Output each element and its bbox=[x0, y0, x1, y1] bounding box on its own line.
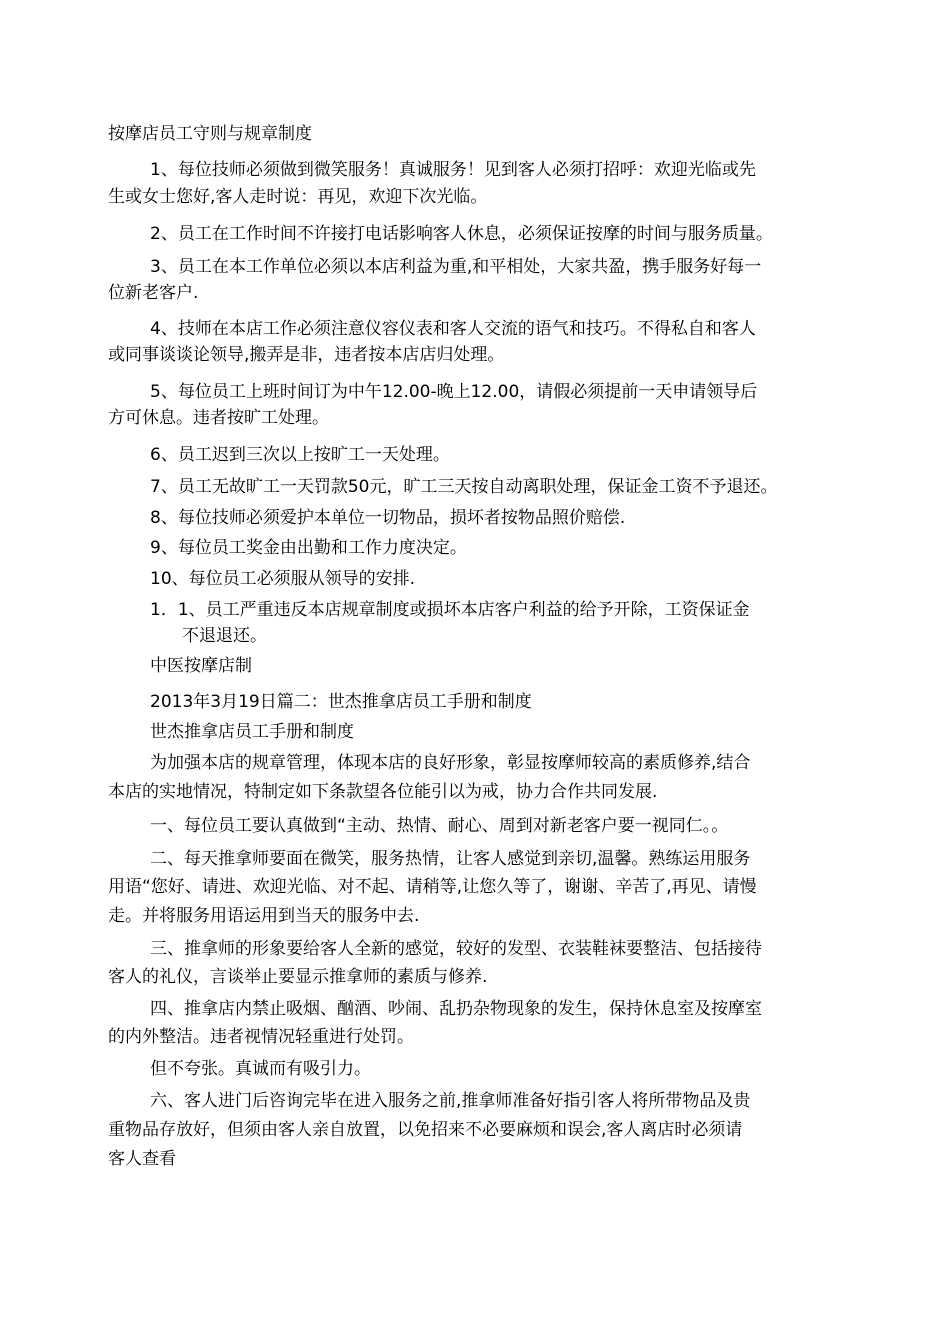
paragraph-line: 六、客人进门后咨询完毕在进入服务之前,推拿师准备好指引客人将所带物品及贵 bbox=[150, 1091, 751, 1111]
paragraph-line: 中医按摩店制 bbox=[150, 656, 252, 676]
paragraph-line: 二、每天推拿师要面在微笑，服务热情，让客人感觉到亲切,温馨。熟练运用服务 bbox=[150, 849, 751, 869]
paragraph-line: 9、每位员工奖金由出勤和工作力度决定。 bbox=[150, 538, 467, 558]
paragraph-line: 2013年3月19日篇二：世杰推拿店员工手册和制度 bbox=[150, 692, 532, 712]
paragraph-line: 的内外整洁。违者视情况轻重进行处罚。 bbox=[108, 1027, 414, 1047]
paragraph-line: 或同事谈谈论领导,搬弄是非，违者按本店店归处理。 bbox=[108, 345, 505, 365]
paragraph-line: 7、员工无故旷工一天罚款50元，旷工三天按自动离职处理，保证金工资不予退还。 bbox=[150, 477, 778, 497]
paragraph-line: 5、每位员工上班时间订为中午12.00-晚上12.00，请假必须提前一天申请领导后 bbox=[150, 382, 758, 402]
paragraph-line: 客人的礼仪，言谈举止要显示推拿师的素质与修养. bbox=[108, 967, 488, 987]
section-title: 世杰推拿店员工手册和制度 bbox=[150, 722, 354, 742]
paragraph-line: 本店的实地情况，特制定如下条款望各位能引以为戒，协力合作共同发展. bbox=[108, 782, 658, 802]
paragraph-line: 但不夸张。真诚而有吸引力。 bbox=[150, 1059, 371, 1079]
paragraph-line: 走。并将服务用语运用到当天的服务中去. bbox=[108, 906, 420, 926]
paragraph-line: 重物品存放好，但须由客人亲自放置，以免招来不必要麻烦和误会,客人离店时必须请 bbox=[108, 1120, 743, 1140]
paragraph-line: 三、推拿师的形象要给客人全新的感觉，较好的发型、衣装鞋袜要整洁、包括接待 bbox=[150, 939, 762, 959]
paragraph-line: 为加强本店的规章管理，体现本店的良好形象，彰显按摩师较高的素质修养,结合 bbox=[150, 753, 751, 773]
paragraph-line: 10、每位员工必须服从领导的安排. bbox=[150, 569, 416, 589]
paragraph-line: 用语“您好、请进、欢迎光临、对不起、请稍等,让您久等了，谢谢、辛苦了,再见、请慢 bbox=[108, 877, 757, 897]
paragraph-line: 一、每位员工要认真做到“主动、热情、耐心、周到对新老客户要一视同仁。。 bbox=[150, 816, 729, 836]
paragraph-line: 方可休息。违者按旷工处理。 bbox=[108, 408, 329, 428]
paragraph-line: 2、员工在工作时间不许接打电话影响客人休息，必须保证按摩的时间与服务质量。 bbox=[150, 224, 773, 244]
paragraph-line: 8、每位技师必须爱护本单位一切物品，损坏者按物品照价赔偿. bbox=[150, 508, 626, 528]
paragraph-line: 位新老客户. bbox=[108, 283, 199, 303]
paragraph-line: 四、推拿店内禁止吸烟、酗酒、吵闹、乱扔杂物现象的发生，保持休息室及按摩室 bbox=[150, 999, 762, 1019]
paragraph-line: 客人查看 bbox=[108, 1149, 176, 1169]
paragraph-line: 6、员工迟到三次以上按旷工一天处理。 bbox=[150, 445, 450, 465]
document-title: 按摩店员工守则与规章制度 bbox=[108, 124, 312, 144]
paragraph-line: 生或女士您好,客人走时说：再见，欢迎下次光临。 bbox=[108, 187, 488, 207]
paragraph-line: 4、技师在本店工作必须注意仪容仪表和客人交流的语气和技巧。不得私自和客人 bbox=[150, 319, 756, 339]
paragraph-line: 3、员工在本工作单位必须以本店利益为重,和平相处，大家共盈，携手服务好每一 bbox=[150, 257, 762, 277]
paragraph-line: 不退退还。 bbox=[182, 626, 267, 646]
paragraph-line: 1、每位技师必须做到微笑服务！真诚服务！见到客人必须打招呼：欢迎光临或先 bbox=[150, 160, 756, 180]
paragraph-line: 1．1、员工严重违反本店规章制度或损坏本店客户利益的给予开除，工资保证金 bbox=[150, 600, 750, 620]
